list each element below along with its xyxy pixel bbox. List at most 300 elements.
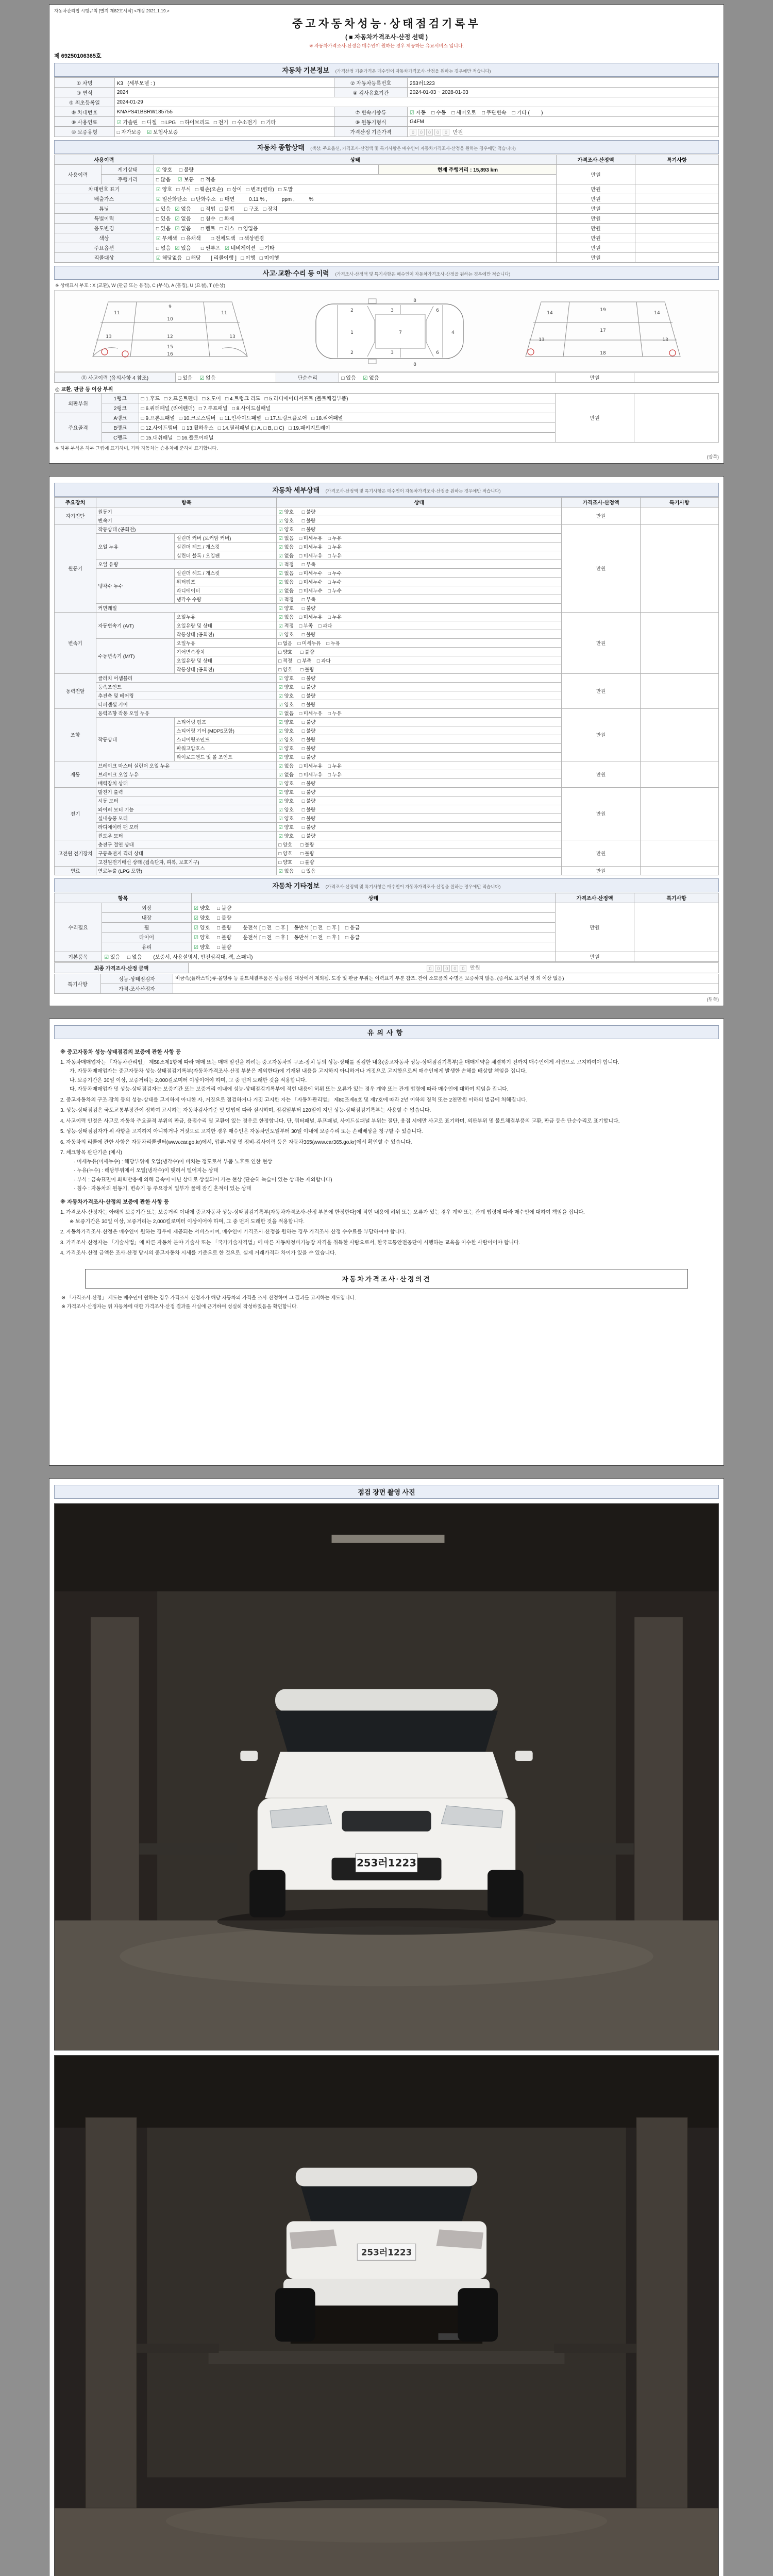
checked-box: ☑	[278, 754, 283, 760]
checked-box: ☑	[278, 605, 283, 612]
detail-status-cell: ☑ 없음 □ 미세누수 □ 누수	[277, 568, 562, 577]
notice-line: 3. 성능·상태점검은 국토교통부장관이 정하여 고시하는 자동차검사기준 및 방법에 따라 실시하며, 점검일부터 120일이 지난 성능·상태점검기록부는 사용할 수 없습니다.	[60, 1108, 431, 1114]
svg-text:8: 8	[413, 298, 416, 303]
inspector-remarks-text: 비금속(플라스틱)류·몰딩류 등 볼트체결부품은 성능점검 대상에서 제외됨. 도장 및 판금 부위는 이력표기 부분 참조. 잔여 소모품의 수명은 보증하지 않음. (증서로 표기된 것 외 이상 없음)	[173, 974, 719, 984]
detail-cat-cell: 연료	[55, 866, 96, 875]
detail-item-cell: 와이퍼 모터 기능	[96, 805, 277, 814]
detail-status-cell: ☑ 없음 □ 미세누유 □ 누유	[277, 761, 562, 770]
detail-item-cell: 배력장치 상태	[96, 778, 277, 787]
detail-cat-cell: 동력전달	[55, 673, 96, 708]
detail-part-cell: 실린더 헤드 / 개스킷	[175, 568, 277, 577]
checked-box: ☑	[156, 236, 161, 242]
column-header: 항목	[55, 893, 192, 903]
checked-box: ☑	[193, 935, 198, 941]
price-digit: 0	[435, 965, 442, 972]
checked-box: ☑	[278, 684, 283, 690]
checked-box: ☑	[278, 570, 283, 577]
notice-line: · 미세누유(미세누수) : 해당부위에 오일(냉각수)이 비치는 정도로서 부품 노후로 인한 현상	[74, 1159, 273, 1165]
detail-status-cell: ☑ 양호 □ 불량	[277, 726, 562, 735]
checked-box: ☑	[278, 710, 283, 717]
rank-items-cell: □ 1.후드 □ 2.프론트펜더 □ 3.도어 □ 4.트렁크 리드 □ 5.라디에이터서포트 (볼트체결부품)	[139, 393, 555, 403]
notice-line: 1. 가격조사·산정자는 아래의 보증기간 또는 보증거리 이내에 중고자동차 성능·상태점검기록부(자동차가격조사·산정 부분에 한정한다)에 적힌 내용에 허위 또는 오류가 있는 경우 계약 또는 관계 법령에 따라 매수인에 대하여 책임을 집니다.	[60, 1210, 585, 1216]
svg-text:11: 11	[221, 310, 227, 316]
detail-status-cell: □ 양호 □ 불량	[277, 857, 562, 866]
detail-status-cell: ☑ 없음 □ 미세누유 □ 누유	[277, 551, 562, 560]
label-cell: 용도변경	[55, 223, 154, 233]
note-cell	[635, 213, 718, 223]
checked-box: ☑	[278, 588, 283, 594]
detail-cat-cell: 자기진단	[55, 507, 96, 524]
remarks-table	[54, 974, 719, 994]
note-cell	[635, 204, 718, 213]
page-subtitle: ( ■ 자동차가격조사·산정 선택 )	[345, 33, 428, 41]
value-cell: 2024	[114, 88, 334, 97]
notice-body	[54, 1039, 719, 1261]
notice-line: 4. 가격조사·산정 금액은 조사·산정 당시의 중고자동차 시세를 기준으로 한 것으로, 실제 거래가격과 차이가 있을 수 있습니다.	[60, 1250, 337, 1257]
detail-price-cell: 만원	[562, 708, 640, 761]
label-cell: ⑦ 변속기종류	[334, 107, 407, 117]
checked-box: ☑	[278, 553, 283, 559]
svg-text:7: 7	[399, 330, 402, 335]
detail-status-cell: ☑ 양호 □ 불량	[277, 691, 562, 700]
detail-cat-cell: 원동기	[55, 524, 96, 612]
label-cell: 특별이력	[55, 213, 154, 223]
detail-status-cell: ☑ 없음 □ 있음	[277, 866, 562, 875]
checked-box: ☑	[278, 772, 283, 778]
detail-row	[55, 866, 719, 875]
detail-cat-cell: 조향	[55, 708, 96, 761]
detail-status-cell: ☑ 양호 □ 불량	[277, 735, 562, 743]
value-cell: 2024-01-29	[114, 97, 718, 107]
detail-status-cell: ☑ 없음 □ 미세누유 □ 누유	[277, 612, 562, 621]
detail-part-cell: 스티어링 기어 (MDPS포함)	[175, 726, 277, 735]
detail-notecell-cell	[640, 840, 718, 866]
checked-box: ☑	[410, 110, 415, 116]
svg-text:6: 6	[436, 350, 439, 355]
accident-history-table	[54, 372, 719, 383]
detail-notecell-cell	[640, 787, 718, 840]
status-cell: □ 있음 ☑ 없음 □ 침수 □ 화재	[154, 213, 557, 223]
detail-status-cell: ☑ 양호 □ 불량	[277, 814, 562, 822]
note-cell	[635, 194, 718, 204]
checked-box: ☑	[278, 527, 283, 533]
detail-part-cell: 냉각수 수량	[175, 595, 277, 603]
detail-status-cell: ☑ 양호 □ 불량	[277, 778, 562, 787]
checked-box: ☑	[177, 177, 182, 183]
table-row	[55, 213, 719, 223]
detail-part-cell: 작동상태 (공회전)	[175, 630, 277, 638]
group-label-cell: 외판부위	[55, 393, 102, 413]
svg-text:2: 2	[350, 308, 354, 313]
section-label: 사고·교환·수리 등 이력	[262, 269, 329, 277]
note-cell	[635, 243, 718, 252]
detail-part-cell: 오일누유	[175, 612, 277, 621]
price-cell: 만원	[557, 194, 635, 204]
section-title-photos: 점검 장면 촬영 사진	[54, 1485, 719, 1499]
rank-label-cell: 2랭크	[102, 403, 139, 413]
price-digit: 0	[443, 965, 450, 972]
notice-line: 7. 체크항목 판단기준 (예시)	[60, 1150, 122, 1156]
detail-part-cell: 라디에이터	[175, 586, 277, 595]
checked-box: ☑	[278, 833, 283, 839]
label-cell: ③ 연식	[55, 88, 115, 97]
detail-part-cell: 실린더 블록 / 오일팬	[175, 551, 277, 560]
table-header-row	[55, 155, 719, 164]
label-cell: 성능·상태점검자	[101, 974, 173, 984]
detail-part-cell: 실린더 커버 (로커암 커버)	[175, 533, 277, 542]
price-digit: 0	[443, 129, 449, 135]
value-cell: KNAPS41BBRW185755	[114, 107, 334, 117]
note-cell	[634, 393, 719, 442]
detail-row	[55, 507, 719, 516]
note-cell	[634, 372, 719, 382]
checked-box: ☑	[278, 745, 283, 752]
table-row	[55, 952, 719, 961]
table-header-row	[55, 497, 719, 507]
checked-box: ☑	[224, 246, 229, 252]
detail-item-cell: 동력조향 작동 오일 누유	[96, 708, 277, 717]
column-header: 특기사항	[634, 893, 719, 903]
table-row	[55, 243, 719, 252]
detail-row	[55, 840, 719, 849]
notice-line: 2. 중고자동차의 구조·장치 등의 성능·상태를 고지하지 아니한 자, 거짓으로 점검하거나 거짓 고지한 자는 「자동차관리법」 제80조제6호 및 제7호에 따라 2년 이하의 징역 또는 2천만원 이하의 벌금에 처해집니다.	[60, 1097, 528, 1103]
detail-row	[55, 612, 719, 621]
notice-line: · 누유(누수) : 해당부위에서 오일(냉각수)이 맺혀서 떨어지는 상태	[74, 1168, 219, 1174]
license-plate-rear-text: 253러1223	[361, 2246, 412, 2257]
price-digit: 0	[451, 965, 458, 972]
detail-part-cell: 실린더 헤드 / 개스킷	[175, 542, 277, 551]
page-title: 중고자동차성능·상태점검기록부	[292, 18, 481, 30]
column-header: 사용이력	[55, 155, 154, 164]
detail-item-cell: 브레이크 마스터 실린더 오일 누유	[96, 761, 277, 770]
status-cell: □ 있음 ☑ 없음 □ 적법 □ 불법 □ 구조 □ 장치	[154, 204, 557, 213]
svg-text:16: 16	[167, 351, 173, 357]
checked-box: ☑	[278, 868, 283, 874]
section-note: (가격조사·산정액 및 특기사항은 매수인이 자동차가격조사·산정을 원하는 경우에만 적습니다)	[325, 884, 501, 889]
panel-photos	[49, 1478, 724, 2576]
detail-item-cell: 변속기	[96, 516, 277, 524]
label-cell: 주요옵션	[55, 243, 154, 252]
checked-box: ☑	[278, 544, 283, 550]
table-row	[55, 962, 719, 973]
status-cell: ☑ 양호 □ 불량	[191, 942, 555, 952]
svg-text:3: 3	[391, 308, 394, 313]
price-cell: 만원	[555, 952, 634, 961]
rank-label-cell: 1랭크	[102, 393, 139, 403]
detail-status-table	[54, 497, 719, 875]
svg-text:14: 14	[654, 310, 660, 316]
rank-label-cell: A랭크	[102, 413, 139, 422]
final-price-table	[54, 962, 719, 973]
checked-box: ☑	[363, 376, 368, 382]
status-cell: ☑ 해당없음 □ 해당 [ 리콜이행 ] □ 이행 □ 미이행	[154, 252, 557, 262]
checked-box: ☑	[278, 693, 283, 699]
detail-part-cell: 스티어링 펌프	[175, 717, 277, 726]
detail-status-cell: ☑ 양호 □ 불량	[277, 717, 562, 726]
svg-text:4: 4	[451, 330, 455, 335]
detail-status-cell: ☑ 양호 □ 불량	[277, 796, 562, 805]
note-cell	[635, 233, 718, 243]
notice-line: 6. 자동차의 리콜에 관한 사항은 자동차리콜센터(www.car.go.kr)에서, 압류·저당 및 정비·검사이력 등은 자동차365(www.car365.go.kr)에서 확인할 수 있습니다.	[60, 1139, 412, 1145]
table-row	[55, 252, 719, 262]
notice-line: ※ 자동차가격조사·산정의 보증에 관한 사항 등	[60, 1198, 169, 1205]
label-cell: ⑪ 사고이력 (유의사항 4 참조)	[55, 372, 176, 382]
column-header: 가격조사·산정액	[562, 497, 640, 507]
detail-part-cell: 오일유량 및 상태	[175, 621, 277, 630]
price-cell: 만원	[557, 243, 635, 252]
value-cell: ☑ 가솔린 □ 디젤 □ LPG □ 하이브리드 □ 전기 □ 수소전기 □ 기타	[114, 117, 334, 127]
price-cell: 만원	[557, 213, 635, 223]
checked-box: ☑	[278, 562, 283, 568]
basic-info-table	[54, 77, 719, 137]
column-header: 상태	[154, 155, 557, 164]
car-diagrams	[55, 291, 718, 369]
label-cell: 주행거리	[102, 174, 154, 184]
notice-line: 가. 자동차매매업자는 중고자동차 성능·상태점검기록부(자동차가격조사·산정 부분은 제외한다)에 기재된 내용을 고지하지 아니하거나 거짓으로 고지함으로써 매수인에게 발생한 손해를 배상할 책임을 집니다.	[70, 1069, 527, 1075]
note-cell	[635, 252, 718, 262]
final-price-value	[189, 962, 719, 973]
svg-text:14: 14	[547, 310, 553, 316]
detail-status-cell: ☑ 양호 □ 불량	[277, 630, 562, 638]
notice-line: 4. 사고이력 인정은 사고로 자동차 주요골격 부위의 판금, 용접수리 및 교환이 있는 경우로 한정합니다. 단, 쿼터패널, 루프패널, 사이드실패널 부위는 절단, 용접 시에만 사고로 표기하며, 외판부위 및 볼트체결부품의 교환, 판금 등은 단순수리로 표기합니다.	[60, 1118, 620, 1124]
checked-box: ☑	[278, 798, 283, 804]
page-side-mark: (뒤쪽)	[707, 996, 719, 1002]
svg-text:19: 19	[600, 307, 606, 313]
rank-items-cell: □ 12.사이드멤버 □ 13.휠하우스 □ 14.필러패널 (□ A, □ B, □ C) □ 19.패키지트레이	[139, 422, 555, 432]
exchange-panel-label: ◎ 교환, 판금 등 이상 부위	[55, 386, 113, 393]
svg-text:13: 13	[662, 337, 668, 343]
checked-box: ☑	[193, 925, 198, 931]
checked-box: ☑	[278, 789, 283, 795]
detail-status-cell: ☑ 양호 □ 불량	[277, 831, 562, 840]
checked-box: ☑	[156, 187, 161, 193]
status-cell: ☑ 무채색 □ 유채색 □ 전체도색 □ 색상변경	[154, 233, 557, 243]
label-cell: 리콜대상	[55, 252, 154, 262]
price-cell: 만원	[557, 204, 635, 213]
checked-box: ☑	[175, 246, 180, 252]
detail-item-cell: 발전기 출력	[96, 787, 277, 796]
svg-text:8: 8	[413, 362, 416, 367]
value-cell: □ 자가보증 ☑ 보험사보증	[114, 127, 334, 137]
svg-text:12: 12	[167, 334, 173, 340]
car-top-view-diagram	[316, 298, 463, 367]
column-header: 가격조사·산정액	[557, 155, 635, 164]
notice-line: 다. 자동차매매업자 및 성능·상태점검자는 보증기간 또는 보증거리 이내에 성능·상태점검기록부에 적힌 내용에 허위 또는 오류가 있는 경우 계약 또는 관계 법령에 따라 매수인에 대하여 책임을 집니다.	[70, 1087, 509, 1093]
svg-text:2: 2	[350, 350, 354, 355]
svg-text:10: 10	[167, 316, 173, 322]
table-row	[55, 194, 719, 204]
checked-box: ☑	[175, 207, 180, 213]
checked-box: ☑	[175, 226, 180, 232]
status-cell: □ 많음 ☑ 보통 □ 적음	[154, 174, 557, 184]
price-cell: 만원	[557, 184, 635, 194]
notice-line: 3. 가격조사·산정자는 「기술사법」에 따른 자동차 분야 기술사 또는 「국가기술자격법」에 따른 자동차정비기능장 자격을 취득한 사람으로서, 한국교통안전공단이 시행하는 교육을 이수한 사람이어야 합니다.	[60, 1240, 520, 1246]
etc-info-table	[54, 893, 719, 962]
table-row	[55, 903, 719, 912]
value-cell: 253러1223	[408, 78, 719, 88]
checked-box: ☑	[193, 945, 198, 951]
status-cell: ☑ 양호 □ 불량	[154, 164, 378, 174]
notice-line: · 부식 : 금속표면이 화학반응에 의해 금속이 아닌 상태로 상실되어 가는 현상 (단순히 녹슬어 있는 상태는 제외합니다)	[74, 1177, 332, 1183]
section-title-detail-status	[54, 483, 719, 497]
status-cell: ☑ 양호 □ 불량 운전석 [ □ 전 □ 후 ] 동반석 [ □ 전 □ 후 ] □ 응급	[191, 932, 555, 942]
label-cell: 가격·조사산정자	[101, 984, 173, 993]
detail-status-cell: ☑ 적정 □ 부족	[277, 595, 562, 603]
label-cell: ① 차명	[55, 78, 115, 88]
section-note: (색상, 주요옵션, 가격조사·산정액 및 특기사항은 매수인이 자동차가격조사·산정을 원하는 경우에만 적습니다)	[310, 145, 516, 151]
detail-item-cell: 등속조인트	[96, 682, 277, 691]
detail-item-cell: 냉각수 누수	[96, 568, 175, 603]
group-label-cell: 사용이력	[55, 164, 102, 184]
price-opinion-box	[85, 1269, 688, 1289]
checked-box: ☑	[278, 702, 283, 708]
detail-item-cell: 작동상태	[96, 717, 175, 761]
notice-line: 2. 자동차가격조사·산정은 매수인이 원하는 경우에 제공되는 서비스이며, 매수인이 가격조사·산정을 원하는 경우 가격조사·산정 수수료를 부담하여야 합니다.	[60, 1229, 407, 1235]
detail-cat-cell: 고전원 전기장치	[55, 840, 96, 866]
checked-box: ☑	[278, 597, 283, 603]
checked-box: ☑	[278, 632, 283, 638]
value-cell: ☑ 자동 □ 수동 □ 세미오토 □ 무단변속 □ 기타 ( )	[408, 107, 719, 117]
frame-front-marks	[102, 349, 128, 357]
label-cell: ④ 검사유효기간	[334, 88, 407, 97]
value-cell: K3 (세부모델 : )	[114, 78, 334, 88]
detail-price-cell: 만원	[562, 787, 640, 840]
label-cell: 휠	[102, 922, 192, 932]
status-cell: ☑ 일산화탄소 □ 탄화수소 □ 매연 0.11 % , ppm , %	[154, 194, 557, 204]
law-note: 자동차관리법 시행규칙 [별지 제82호서식] <개정 2021.1.19.>	[54, 8, 170, 13]
checked-box: ☑	[193, 916, 198, 922]
checked-box: ☑	[278, 763, 283, 769]
section-label: 자동차 세부상태	[272, 486, 320, 494]
detail-item-cell: 브레이크 오일 누유	[96, 770, 277, 778]
column-header: 상태	[191, 893, 555, 903]
label-cell: ⑩ 보증유형	[55, 127, 115, 137]
label-cell: 내장	[102, 912, 192, 922]
table-row	[55, 204, 719, 213]
column-header: 상태	[277, 497, 562, 507]
detail-item-cell: 작동상태 (공회전)	[96, 524, 277, 533]
checked-box: ☑	[116, 120, 122, 126]
section-title-overall-status	[54, 140, 719, 154]
table-row	[55, 117, 719, 127]
detail-notecell-cell	[640, 708, 718, 761]
appraiser-remarks-text	[173, 984, 719, 993]
label-cell: 계기상태	[102, 164, 154, 174]
photo-lift-illustration	[55, 2056, 718, 2576]
table-header-row	[55, 893, 719, 903]
detail-item-cell: 수동변속기 (M/T)	[96, 638, 175, 673]
detail-status-cell: ☑ 없음 □ 미세누수 □ 누수	[277, 577, 562, 586]
detail-status-cell: ☑ 양호 □ 불량	[277, 822, 562, 831]
document-number: 제 69250106365호	[54, 53, 102, 59]
price-cell: 만원	[555, 393, 634, 442]
status-cell: ☑ 양호 □ 부식 □ 훼손(오손) □ 상이 □ 변조(변타) □ 도말	[154, 184, 557, 194]
detail-price-cell: 만원	[562, 673, 640, 708]
rank-items-cell: □ 6.쿼터패널 (리어펜더) □ 7.루프패널 □ 8.사이드실패널	[139, 403, 555, 413]
price-unit: 만원	[453, 129, 463, 135]
notice-line: ※ 중고자동차 성능·상태점검의 보증에 관한 사항 등	[60, 1048, 181, 1055]
label-cell: ⑨ 원동기형식	[334, 117, 407, 127]
note-cell	[635, 184, 718, 194]
svg-text:15: 15	[167, 344, 173, 350]
status-cell: ☑ 양호 □ 불량	[191, 912, 555, 922]
detail-item-cell: 라디에이터 팬 모터	[96, 822, 277, 831]
detail-status-cell: ☑ 양호 □ 불량	[277, 516, 562, 524]
detail-notecell-cell	[640, 673, 718, 708]
table-row	[55, 127, 719, 137]
price-digit: 0	[434, 129, 441, 135]
final-price-label: 최종 가격조사·산정 금액	[55, 962, 189, 973]
inspection-photo-lift	[54, 2055, 719, 2576]
note-cell	[634, 903, 719, 952]
rank-label-cell: B랭크	[102, 422, 139, 432]
detail-item-cell: 오일 유량	[96, 560, 277, 568]
detail-price-cell: 만원	[562, 507, 640, 524]
svg-text:1: 1	[350, 330, 354, 335]
column-header: 항목	[96, 497, 277, 507]
detail-notecell-cell	[640, 761, 718, 787]
price-digit: 0	[460, 965, 466, 972]
note-cell	[635, 164, 718, 184]
svg-text:9: 9	[169, 304, 172, 310]
price-cell: 만원	[557, 233, 635, 243]
price-digit: 0	[426, 129, 433, 135]
detail-item-cell: 시동 모터	[96, 796, 277, 805]
detail-notecell-cell	[640, 524, 718, 612]
value-cell: 2024-01-03 ~ 2028-01-03	[408, 88, 719, 97]
label-cell: 단순수리	[276, 372, 339, 382]
label-cell: 유리	[102, 942, 192, 952]
detail-notecell-cell	[640, 866, 718, 875]
table-row	[55, 372, 719, 382]
detail-part-cell: 기어변속장치	[175, 647, 277, 656]
note-cell	[635, 223, 718, 233]
rank-items-cell: □ 15.대쉬패널 □ 16.플로어패널	[139, 432, 555, 442]
panel-front-page	[49, 4, 724, 464]
price-digit: 0	[418, 129, 425, 135]
column-header: 특기사항	[640, 497, 718, 507]
svg-text:11: 11	[114, 310, 120, 316]
section-label: 자동차 기타정보	[272, 882, 320, 890]
page-side-mark: (앞쪽)	[707, 454, 719, 460]
detail-status-cell: ☑ 양호 □ 불량	[277, 507, 562, 516]
detail-status-cell: ☑ 양호 □ 불량	[277, 603, 562, 612]
group-label-cell: 주요골격	[55, 413, 102, 442]
detail-status-cell: ☑ 양호 □ 불량	[277, 787, 562, 796]
checked-box: ☑	[156, 167, 161, 174]
table-row	[55, 984, 719, 993]
status-cell: □ 있음 ☑ 없음 □ 렌트 □ 리스 □ 영업용	[154, 223, 557, 233]
detail-status-cell: ☑ 양호 □ 불량	[277, 524, 562, 533]
label-cell: 외장	[102, 903, 192, 912]
table-row	[55, 393, 719, 403]
detail-item-cell: 구동축전지 격리 상태	[96, 849, 277, 857]
checked-box: ☑	[175, 216, 180, 223]
detail-status-cell: ☑ 적정 □ 부족	[277, 560, 562, 568]
detail-row	[55, 787, 719, 796]
detail-part-cell: 작동상태 (공회전)	[175, 665, 277, 673]
detail-price-cell: 만원	[562, 761, 640, 787]
base-price-cell	[408, 127, 719, 137]
svg-text:6: 6	[436, 308, 439, 313]
detail-status-cell: ☑ 양호 □ 불량	[277, 673, 562, 682]
table-row	[55, 233, 719, 243]
checked-box: ☑	[278, 781, 283, 787]
checked-box: ☑	[278, 719, 283, 725]
detail-cat-cell: 제동	[55, 761, 96, 787]
detail-status-cell: ☑ 적정 □ 부족 □ 과다	[277, 621, 562, 630]
label-cell: 배출가스	[55, 194, 154, 204]
